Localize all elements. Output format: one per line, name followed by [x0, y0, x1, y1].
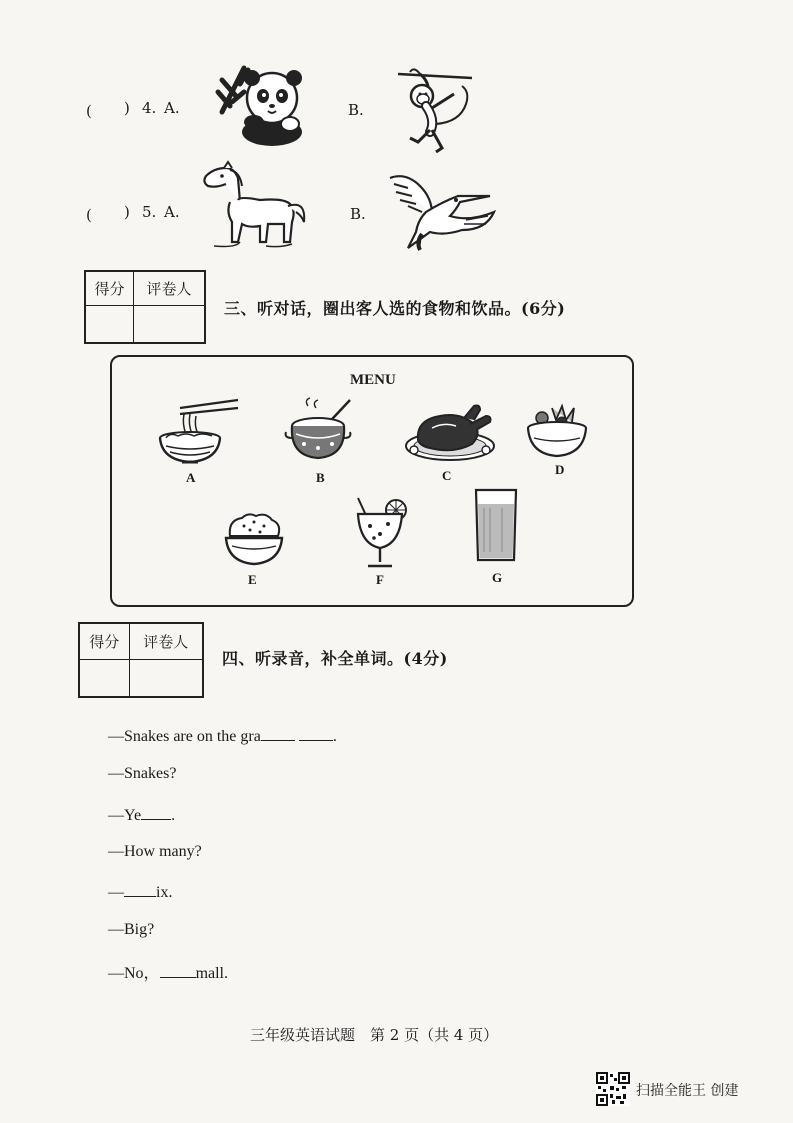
score-header: 得分 — [80, 624, 130, 660]
dialogue-line-2 — [108, 765, 176, 783]
noodles-icon[interactable] — [156, 398, 242, 468]
menu-letter: F — [376, 572, 384, 587]
water-glass-icon[interactable] — [474, 488, 518, 564]
grader-header: 评卷人 — [129, 624, 202, 660]
blank-field[interactable] — [299, 726, 333, 741]
blank-field[interactable] — [141, 805, 171, 820]
score-table — [78, 622, 204, 698]
dialogue-line-7 — [108, 960, 228, 983]
vegetable-bowl-icon[interactable] — [526, 402, 588, 460]
answer-paren-close: ) — [124, 99, 130, 117]
line-text: Big? — [124, 921, 155, 938]
score-header: 得分 — [86, 272, 134, 306]
score-cell[interactable] — [80, 660, 130, 697]
line-text: . — [332, 728, 337, 745]
monkey-icon — [396, 64, 476, 156]
question-number: 5. — [142, 203, 157, 221]
menu-letter: G — [492, 570, 503, 585]
dash: — — [108, 843, 124, 860]
blank-field[interactable] — [261, 726, 295, 741]
menu-heading: MENU — [350, 372, 396, 388]
dash: — — [108, 965, 124, 982]
qr-code-icon — [596, 1072, 630, 1106]
line-text: Ye — [124, 807, 142, 824]
menu-letter: C — [442, 468, 452, 483]
answer-paren-open: ( — [86, 102, 92, 120]
dash: — — [108, 728, 124, 745]
section-4-title: 四、听录音，补全单词。(4分) — [222, 649, 448, 668]
menu-letter: D — [555, 462, 565, 477]
panda-icon — [214, 62, 306, 148]
menu-letter: E — [248, 572, 257, 587]
dialogue-line-5 — [108, 882, 172, 902]
grader-cell[interactable] — [133, 306, 204, 343]
scanner-watermark: 扫描全能王 创建 — [636, 1083, 739, 1099]
menu-letter: B — [316, 470, 325, 485]
line-text: . — [171, 807, 176, 824]
rice-bowl-icon[interactable] — [224, 512, 284, 568]
score-table — [84, 270, 206, 344]
dash: — — [108, 884, 124, 901]
soup-pot-icon[interactable] — [284, 398, 356, 468]
blank-field[interactable] — [160, 963, 196, 978]
blank-field[interactable] — [124, 882, 156, 897]
dialogue-line-6 — [108, 921, 154, 939]
dialogue-line-3 — [108, 805, 175, 825]
dash: — — [108, 921, 124, 938]
option-a-label: A. — [164, 203, 180, 221]
line-text: mall. — [195, 965, 228, 982]
dash: — — [108, 807, 124, 824]
line-text: Snakes? — [124, 765, 177, 782]
section-3-title: 三、听对话，圈出客人选的食物和饮品。(6分) — [224, 299, 566, 318]
line-text: ix. — [156, 884, 173, 901]
line-text: No， — [124, 965, 160, 982]
option-b-label: B. — [350, 205, 366, 223]
answer-paren-open: ( — [86, 206, 92, 224]
line-text: How many? — [124, 843, 202, 860]
option-a-label: A. — [164, 99, 180, 117]
roast-chicken-icon[interactable] — [404, 402, 496, 464]
line-text: Snakes are on the gra — [124, 728, 261, 745]
question-number: 4. — [142, 99, 157, 117]
grader-header: 评卷人 — [133, 272, 204, 306]
bird-icon — [386, 172, 500, 254]
grader-cell[interactable] — [129, 660, 202, 697]
menu-letter: A — [186, 470, 196, 485]
dialogue-line-1 — [108, 726, 337, 746]
juice-glass-icon[interactable] — [352, 496, 410, 570]
horse-icon — [200, 162, 312, 254]
score-cell[interactable] — [86, 306, 134, 343]
dialogue-line-4 — [108, 843, 202, 861]
answer-paren-close: ) — [124, 203, 130, 221]
page-footer: 三年级英语试题 第 2 页（共 4 页） — [250, 1026, 499, 1044]
dash: — — [108, 765, 124, 782]
option-b-label: B. — [348, 101, 364, 119]
